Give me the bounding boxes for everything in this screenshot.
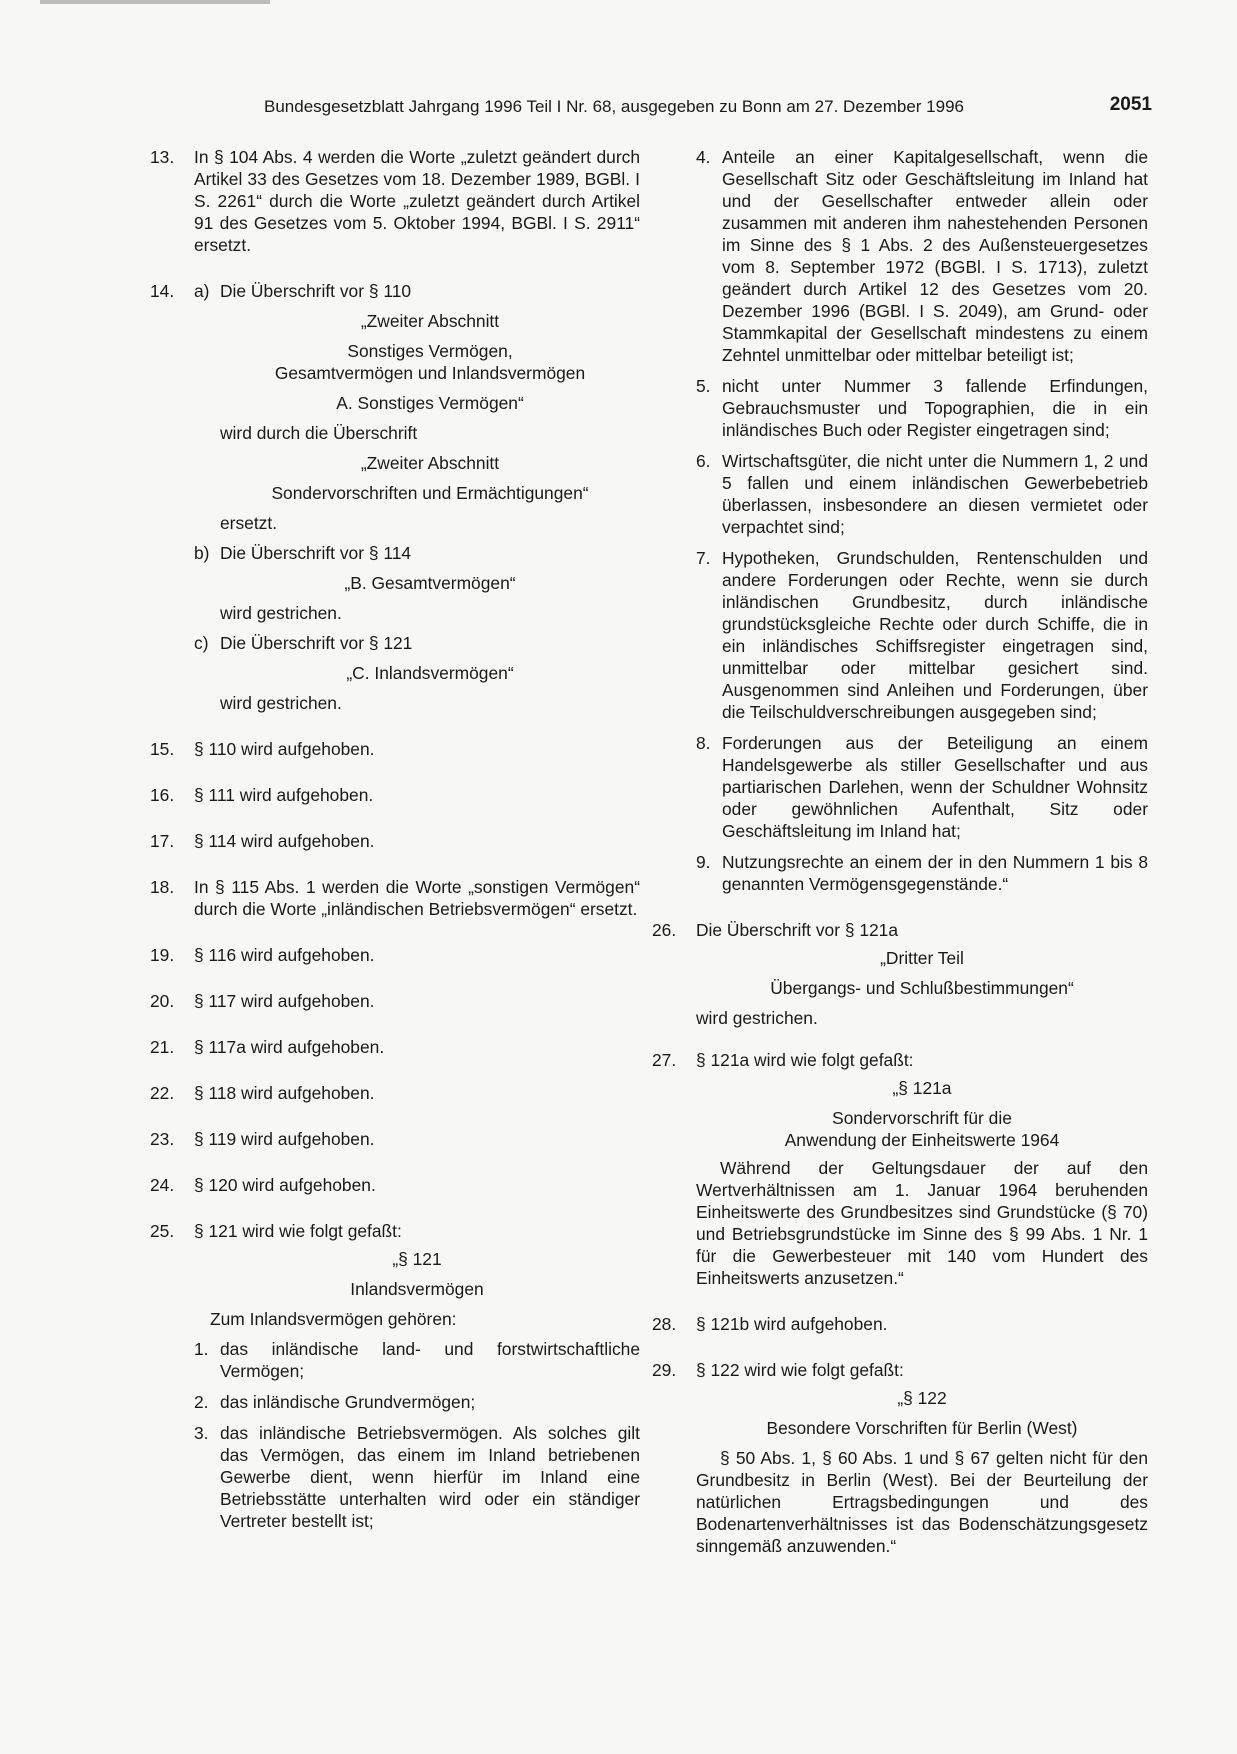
list-item-9: [696, 851, 1148, 895]
item-19: [150, 944, 640, 966]
subitem-text: Die Überschrift vor § 114: [220, 543, 412, 563]
item-13: [150, 146, 640, 256]
list-text: das inländische Grundvermögen;: [220, 1392, 476, 1412]
item-text: § 110 wird aufgehoben.: [194, 739, 375, 759]
list-number: 4.: [696, 147, 711, 167]
item-text: § 118 wird aufgehoben.: [194, 1083, 375, 1103]
list-number: 9.: [696, 852, 711, 872]
item-number: 25.: [150, 1221, 175, 1241]
subitem-text: Die Überschrift vor § 110: [220, 281, 412, 301]
item-number: 21.: [150, 1037, 175, 1057]
list-item-5: [696, 375, 1148, 441]
list-text: das inländische Betriebsvermögen. Als solches gilt das Vermögen, das einem im Inland betriebenen Gewerbe dient, wenn hierfür im Inland eine Betriebsstätte unterhalten wird oder ein ständiger Vertreter bestellt ist;: [220, 1423, 640, 1531]
item-text: wird gestrichen.: [696, 1008, 818, 1028]
item-text: § 119 wird aufgehoben.: [194, 1129, 375, 1149]
item-number: 19.: [150, 945, 175, 965]
item-text: ersetzt.: [220, 513, 278, 533]
list-item-6: [696, 450, 1148, 538]
heading-quote: Übergangs- und Schlußbestimmungen“: [770, 978, 1074, 998]
item-number: 16.: [150, 785, 175, 805]
list-text: Hypotheken, Grundschulden, Rentenschulden und andere Forderungen oder Rechte, wenn sie durch inländischen Grundbesitz, durch inländische grundstücksgleiche Rechte oder durch Schiffe, die in ein inländisches Schiffsregister eingetragen sind, unmittelbar oder mittelbar gesichert sind. Ausgenommen sind Anleihen und Forderungen, über die Teilschuldverschreibungen ausgegeben sind;: [722, 548, 1148, 722]
item-text: § 121 wird wie folgt gefaßt:: [194, 1221, 402, 1241]
item-22: [150, 1082, 640, 1104]
item-number: 13.: [150, 147, 175, 167]
list-text: das inländische land- und forstwirtschaftliche Vermögen;: [220, 1339, 640, 1381]
subitem-c: [194, 632, 640, 654]
item-number: 22.: [150, 1083, 175, 1103]
item-text: wird durch die Überschrift: [220, 423, 418, 443]
item-text: In § 115 Abs. 1 werden die Worte „sonstigen Vermögen“ durch die Worte „inländischen Betriebsvermögen“ ersetzt.: [194, 877, 640, 919]
section-title: Inlandsvermögen: [350, 1279, 484, 1299]
item-27: [652, 1049, 1148, 1289]
item-text: § 121a wird wie folgt gefaßt:: [696, 1050, 914, 1070]
item-28: [652, 1313, 1148, 1335]
item-text: wird gestrichen.: [220, 693, 342, 713]
right-column: [652, 146, 1148, 1581]
subitem-a: [194, 280, 640, 302]
item-text: § 121b wird aufgehoben.: [696, 1314, 888, 1334]
item-number: 20.: [150, 991, 175, 1011]
list-item-3: [194, 1422, 640, 1532]
list-number: 5.: [696, 376, 711, 396]
item-text: § 117 wird aufgehoben.: [194, 991, 375, 1011]
item-number: 27.: [652, 1050, 677, 1070]
list-number: 2.: [194, 1392, 209, 1412]
item-number: 17.: [150, 831, 175, 851]
list-number: 3.: [194, 1423, 209, 1443]
item-24: [150, 1174, 640, 1196]
section-body: § 50 Abs. 1, § 60 Abs. 1 und § 67 gelten nicht für den Grundbesitz in Berlin (West). Bei der Beurteilung der natürlichen Ertragsbedingungen und des Bodenartenverhältnisses ist das Bodenschätzungsgesetz sinngemäß anzuwenden.“: [696, 1448, 1148, 1556]
item-text: § 122 wird wie folgt gefaßt:: [696, 1360, 904, 1380]
item-number: 24.: [150, 1175, 175, 1195]
item-text: § 120 wird aufgehoben.: [194, 1175, 376, 1195]
subitem-label: a): [194, 281, 210, 301]
section-heading: „§ 121: [392, 1249, 442, 1269]
section-title: Anwendung der Einheitswerte 1964: [784, 1130, 1060, 1150]
item-text: In § 104 Abs. 4 werden die Worte „zuletzt geändert durch Artikel 33 des Gesetzes vom 18. Dezember 1989, BGBl. I S. 2261“ durch die Worte „zuletzt geändert durch Artikel 91 des Gesetzes vom 5. Oktober 1994, BGBl. I S. 2911“ ersetzt.: [194, 147, 640, 255]
item-16: [150, 784, 640, 806]
item-18: [150, 876, 640, 920]
item-number: 23.: [150, 1129, 175, 1149]
heading-quote: Sondervorschriften und Ermächtigungen“: [271, 483, 589, 503]
item-text: § 117a wird aufgehoben.: [194, 1037, 385, 1057]
item-14: [150, 280, 640, 714]
list-item-4: [696, 146, 1148, 366]
list-number: 6.: [696, 451, 711, 471]
item-25: [150, 1220, 640, 1532]
item-20: [150, 990, 640, 1012]
list-text: Wirtschaftsgüter, die nicht unter die Nummern 1, 2 und 5 fallen und einem inländischen Gewerbebetrieb überlassen, insbesondere an diesen vermietet oder verpachtet sind;: [722, 451, 1148, 537]
page-number: 2051: [1109, 94, 1152, 115]
list-text: Nutzungsrechte an einem der in den Nummern 1 bis 8 genannten Vermögensgegenstände.“: [722, 852, 1148, 894]
heading-quote: Gesamtvermögen und Inlandsvermögen: [274, 363, 586, 383]
item-number: 18.: [150, 877, 175, 897]
section-heading: „§ 121a: [892, 1078, 952, 1098]
item-15: [150, 738, 640, 760]
subitem-label: b): [194, 543, 210, 563]
list-text: nicht unter Nummer 3 fallende Erfindungen, Gebrauchsmuster und Topographien, die in ein inländisches Buch oder Register eingetragen sind;: [722, 376, 1148, 440]
item-number: 29.: [652, 1360, 677, 1380]
list-continuation: [652, 146, 1148, 895]
subitem-b: [194, 542, 640, 564]
heading-quote: „B. Gesamtvermögen“: [344, 573, 516, 593]
item-29: [652, 1359, 1148, 1557]
subitem-label: c): [194, 633, 209, 653]
item-17: [150, 830, 640, 852]
list-item-2: [194, 1391, 640, 1413]
section-body: Während der Geltungsdauer der auf den Wertverhältnissen am 1. Januar 1964 beruhenden Einheitswerte des Grundbesitzes sind Grundstücke (§ 70) und Betriebsgrundstücke im Sinne des § 99 Abs. 1 Nr. 1 für die Gewerbesteuer mit 140 vom Hundert des Einheitswerts anzusetzen.“: [696, 1158, 1148, 1288]
heading-quote: Sonstiges Vermögen,: [347, 341, 513, 361]
item-26: [652, 919, 1148, 1029]
item-number: 14.: [150, 281, 175, 301]
item-text: Die Überschrift vor § 121a: [696, 920, 899, 940]
item-number: 26.: [652, 920, 677, 940]
heading-quote: „Zweiter Abschnitt: [360, 311, 500, 331]
heading-quote: A. Sonstiges Vermögen“: [336, 393, 524, 413]
section-heading: „§ 122: [897, 1388, 947, 1408]
item-text: § 111 wird aufgehoben.: [194, 785, 374, 805]
list-item-8: [696, 732, 1148, 842]
item-21: [150, 1036, 640, 1058]
list-text: Anteile an einer Kapitalgesellschaft, wenn die Gesellschaft Sitz oder Geschäftsleitung im Inland hat und der Gesellschafter entweder allein oder zusammen mit anderen ihm nahestehenden Personen im Sinne des § 1 Abs. 2 des Außensteuergesetzes vom 8. September 1972 (BGBl. I S. 1713), zuletzt geändert durch Artikel 12 des Gesetzes vom 20. Dezember 1996 (BGBl. I S. 2049), am Grund- oder Stammkapital der Gesellschaft mindestens zu einem Zehntel unmittelbar oder mittelbar beteiligt ist;: [722, 147, 1148, 365]
section-title: Besondere Vorschriften für Berlin (West): [766, 1418, 1078, 1438]
running-head: [264, 96, 1164, 124]
item-text: § 114 wird aufgehoben.: [194, 831, 375, 851]
left-column: [150, 146, 640, 1541]
list-item-7: [696, 547, 1148, 723]
item-number: 28.: [652, 1314, 677, 1334]
subitem-text: Die Überschrift vor § 121: [220, 633, 413, 653]
running-title: Bundesgesetzblatt Jahrgang 1996 Teil I Nr. 68, ausgegeben zu Bonn am 27. Dezember 1996: [264, 97, 964, 116]
list-number: 7.: [696, 548, 711, 568]
scan-artifact: [40, 0, 270, 4]
list-intro: Zum Inlandsvermögen gehören:: [210, 1309, 457, 1329]
list-item-1: [194, 1338, 640, 1382]
heading-quote: „C. Inlandsvermögen“: [346, 663, 514, 683]
heading-quote: „Dritter Teil: [880, 948, 964, 968]
item-text: § 116 wird aufgehoben.: [194, 945, 375, 965]
list-number: 8.: [696, 733, 711, 753]
item-number: 15.: [150, 739, 175, 759]
list-number: 1.: [194, 1339, 209, 1359]
item-text: wird gestrichen.: [220, 603, 342, 623]
item-23: [150, 1128, 640, 1150]
list-text: Forderungen aus der Beteiligung an einem Handelsgewerbe als stiller Gesellschafter und aus partiarischen Darlehen, wenn der Schuldner Wohnsitz oder gewöhnlichen Aufenthalt, Sitz oder Geschäftsleitung im Inland hat;: [722, 733, 1148, 841]
heading-quote: „Zweiter Abschnitt: [360, 453, 500, 473]
section-title: Sondervorschrift für die: [832, 1108, 1012, 1128]
